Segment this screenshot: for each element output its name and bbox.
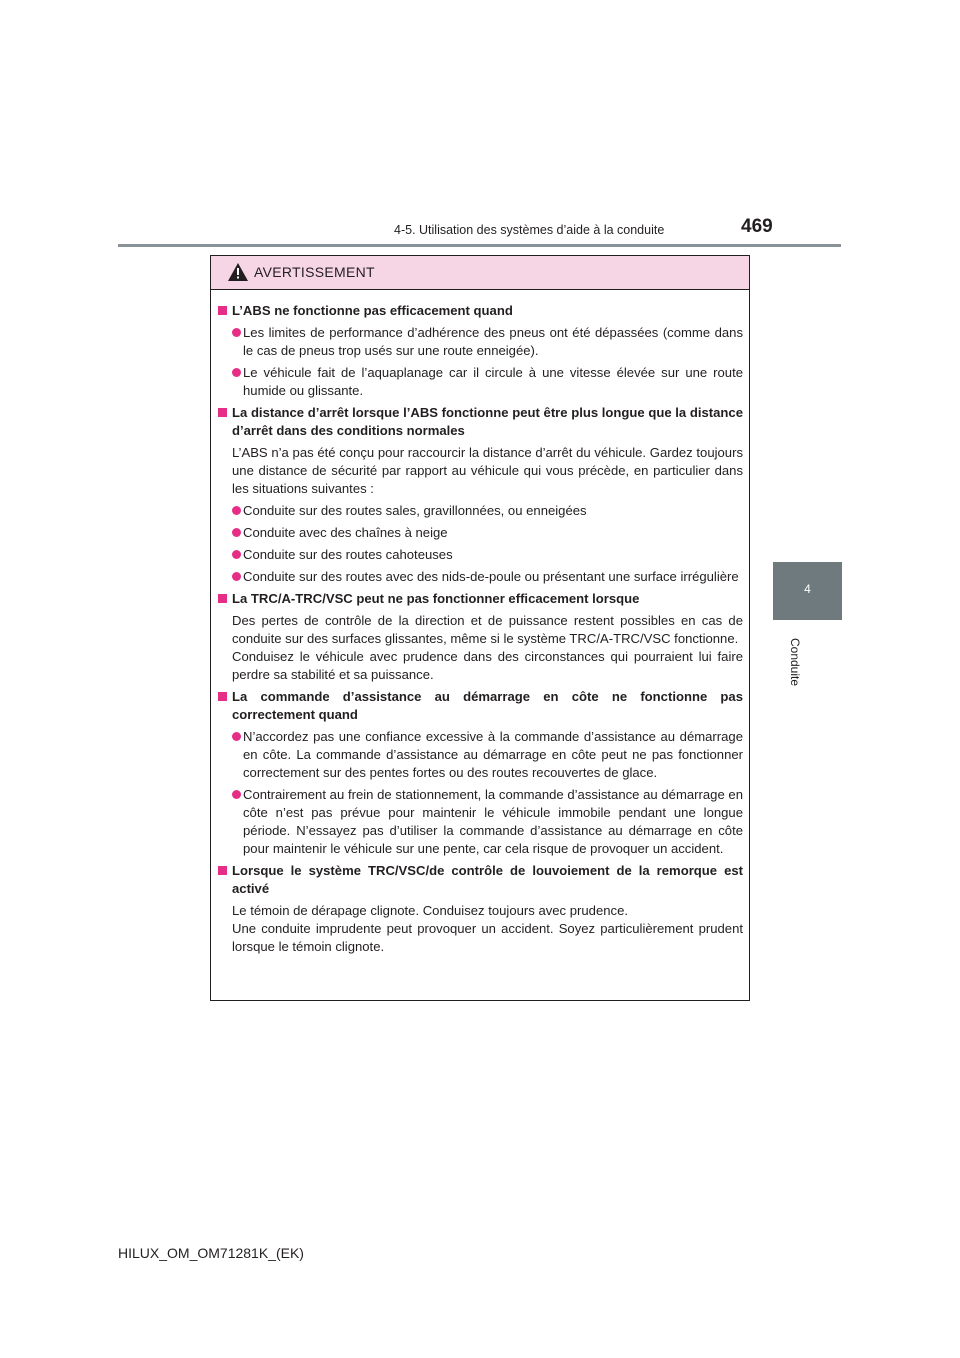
circle-bullet-icon: [232, 550, 241, 559]
chapter-label: Conduite: [788, 637, 802, 687]
section-heading-text: La commande d’assistance au démarrage en côte ne fonctionne pas correctement quand: [232, 689, 743, 722]
list-item: [218, 324, 743, 360]
square-bullet-icon: [218, 866, 227, 875]
square-bullet-icon: [218, 306, 227, 315]
list-item-text: Le véhicule fait de l’aquaplanage car il circule à une vitesse élevée sur une route humide ou glissante.: [243, 365, 743, 398]
circle-bullet-icon: [232, 790, 241, 799]
list-item-text: Les limites de performance d’adhérence des pneus ont été dépassées (comme dans le cas de pneus trop usés sur une route enneigée).: [243, 325, 743, 358]
section-heading: [218, 688, 743, 724]
list-item-text: Conduite sur des routes cahoteuses: [243, 547, 453, 562]
list-item-text: Contrairement au frein de stationnement, la commande d’assistance au démarrage en côte n’est pas prévue pour maintenir le véhicule immobile pendant une longue période. N’essayez pas d’utiliser la commande d’assistance au démarrage en côte pour maintenir le véhicule sur une pente, car cela risque de provoquer un accident.: [243, 787, 743, 856]
section-heading-text: Lorsque le système TRC/VSC/de contrôle de louvoiement de la remorque est activé: [232, 863, 743, 896]
circle-bullet-icon: [232, 528, 241, 537]
paragraph: L’ABS n’a pas été conçu pour raccourcir la distance d’arrêt du véhicule. Gardez toujours une distance de sécurité par rapport au véhicule qui vous précède, en particulier dans les situations suivantes :: [232, 445, 743, 496]
section-heading-text: La TRC/A-TRC/VSC peut ne pas fonctionner efficacement lorsque: [232, 591, 640, 606]
square-bullet-icon: [218, 408, 227, 417]
section-heading: [218, 302, 743, 320]
paragraph: Le témoin de dérapage clignote. Conduisez toujours avec prudence.: [232, 903, 628, 918]
paragraph: Des pertes de contrôle de la direction et de puissance restent possibles en cas de conduite sur des surfaces glissantes, même si le système TRC/A-TRC/VSC fonctionne.: [232, 613, 743, 646]
list-item: [218, 524, 743, 542]
paragraph: Conduisez le véhicule avec prudence dans des circonstances qui pourraient lui faire perdre sa stabilité et sa puissance.: [232, 649, 743, 682]
list-item: [218, 568, 743, 586]
square-bullet-icon: [218, 594, 227, 603]
header-divider: [118, 244, 841, 247]
chapter-tab: [773, 562, 842, 620]
list-item-text: Conduite sur des routes avec des nids-de-poule ou présentant une surface irrégulière: [243, 569, 739, 584]
warning-header: [211, 256, 749, 290]
section-heading-text: L’ABS ne fonctionne pas efficacement quand: [232, 303, 513, 318]
warning-triangle-icon: [228, 263, 248, 281]
circle-bullet-icon: [232, 328, 241, 337]
section-heading-text: La distance d’arrêt lorsque l’ABS fonctionne peut être plus longue que la distance d’arrêt dans des conditions normales: [232, 405, 743, 438]
circle-bullet-icon: [232, 368, 241, 377]
list-item: [218, 786, 743, 858]
list-item: [218, 728, 743, 782]
warning-body: [211, 290, 749, 956]
chapter-number: 4: [804, 582, 811, 596]
list-item: [218, 502, 743, 520]
section-title: 4-5. Utilisation des systèmes d’aide à la conduite: [394, 223, 665, 237]
paragraph: Une conduite imprudente peut provoquer un accident. Soyez particulièrement prudent lorsque le témoin clignote.: [232, 921, 743, 954]
circle-bullet-icon: [232, 572, 241, 581]
list-item-text: Conduite sur des routes sales, gravillonnées, ou enneigées: [243, 503, 587, 518]
section-heading: [218, 590, 743, 608]
circle-bullet-icon: [232, 732, 241, 741]
square-bullet-icon: [218, 692, 227, 701]
page-number: 469: [741, 216, 773, 237]
warning-box: [210, 255, 750, 1001]
circle-bullet-icon: [232, 506, 241, 515]
list-item-text: N’accordez pas une confiance excessive à la commande d’assistance au démarrage en côte. La commande d’assistance au démarrage en côte peut ne pas fonctionner correctement sur des pentes fortes ou des routes recouvertes de glace.: [243, 729, 743, 780]
warning-title: AVERTISSEMENT: [254, 264, 375, 280]
section-heading: [218, 404, 743, 440]
document-code: HILUX_OM_OM71281K_(EK): [118, 1245, 304, 1261]
list-item-text: Conduite avec des chaînes à neige: [243, 525, 448, 540]
list-item: [218, 546, 743, 564]
list-item: [218, 364, 743, 400]
chapter-label-container: [773, 622, 813, 692]
section-heading: [218, 862, 743, 898]
